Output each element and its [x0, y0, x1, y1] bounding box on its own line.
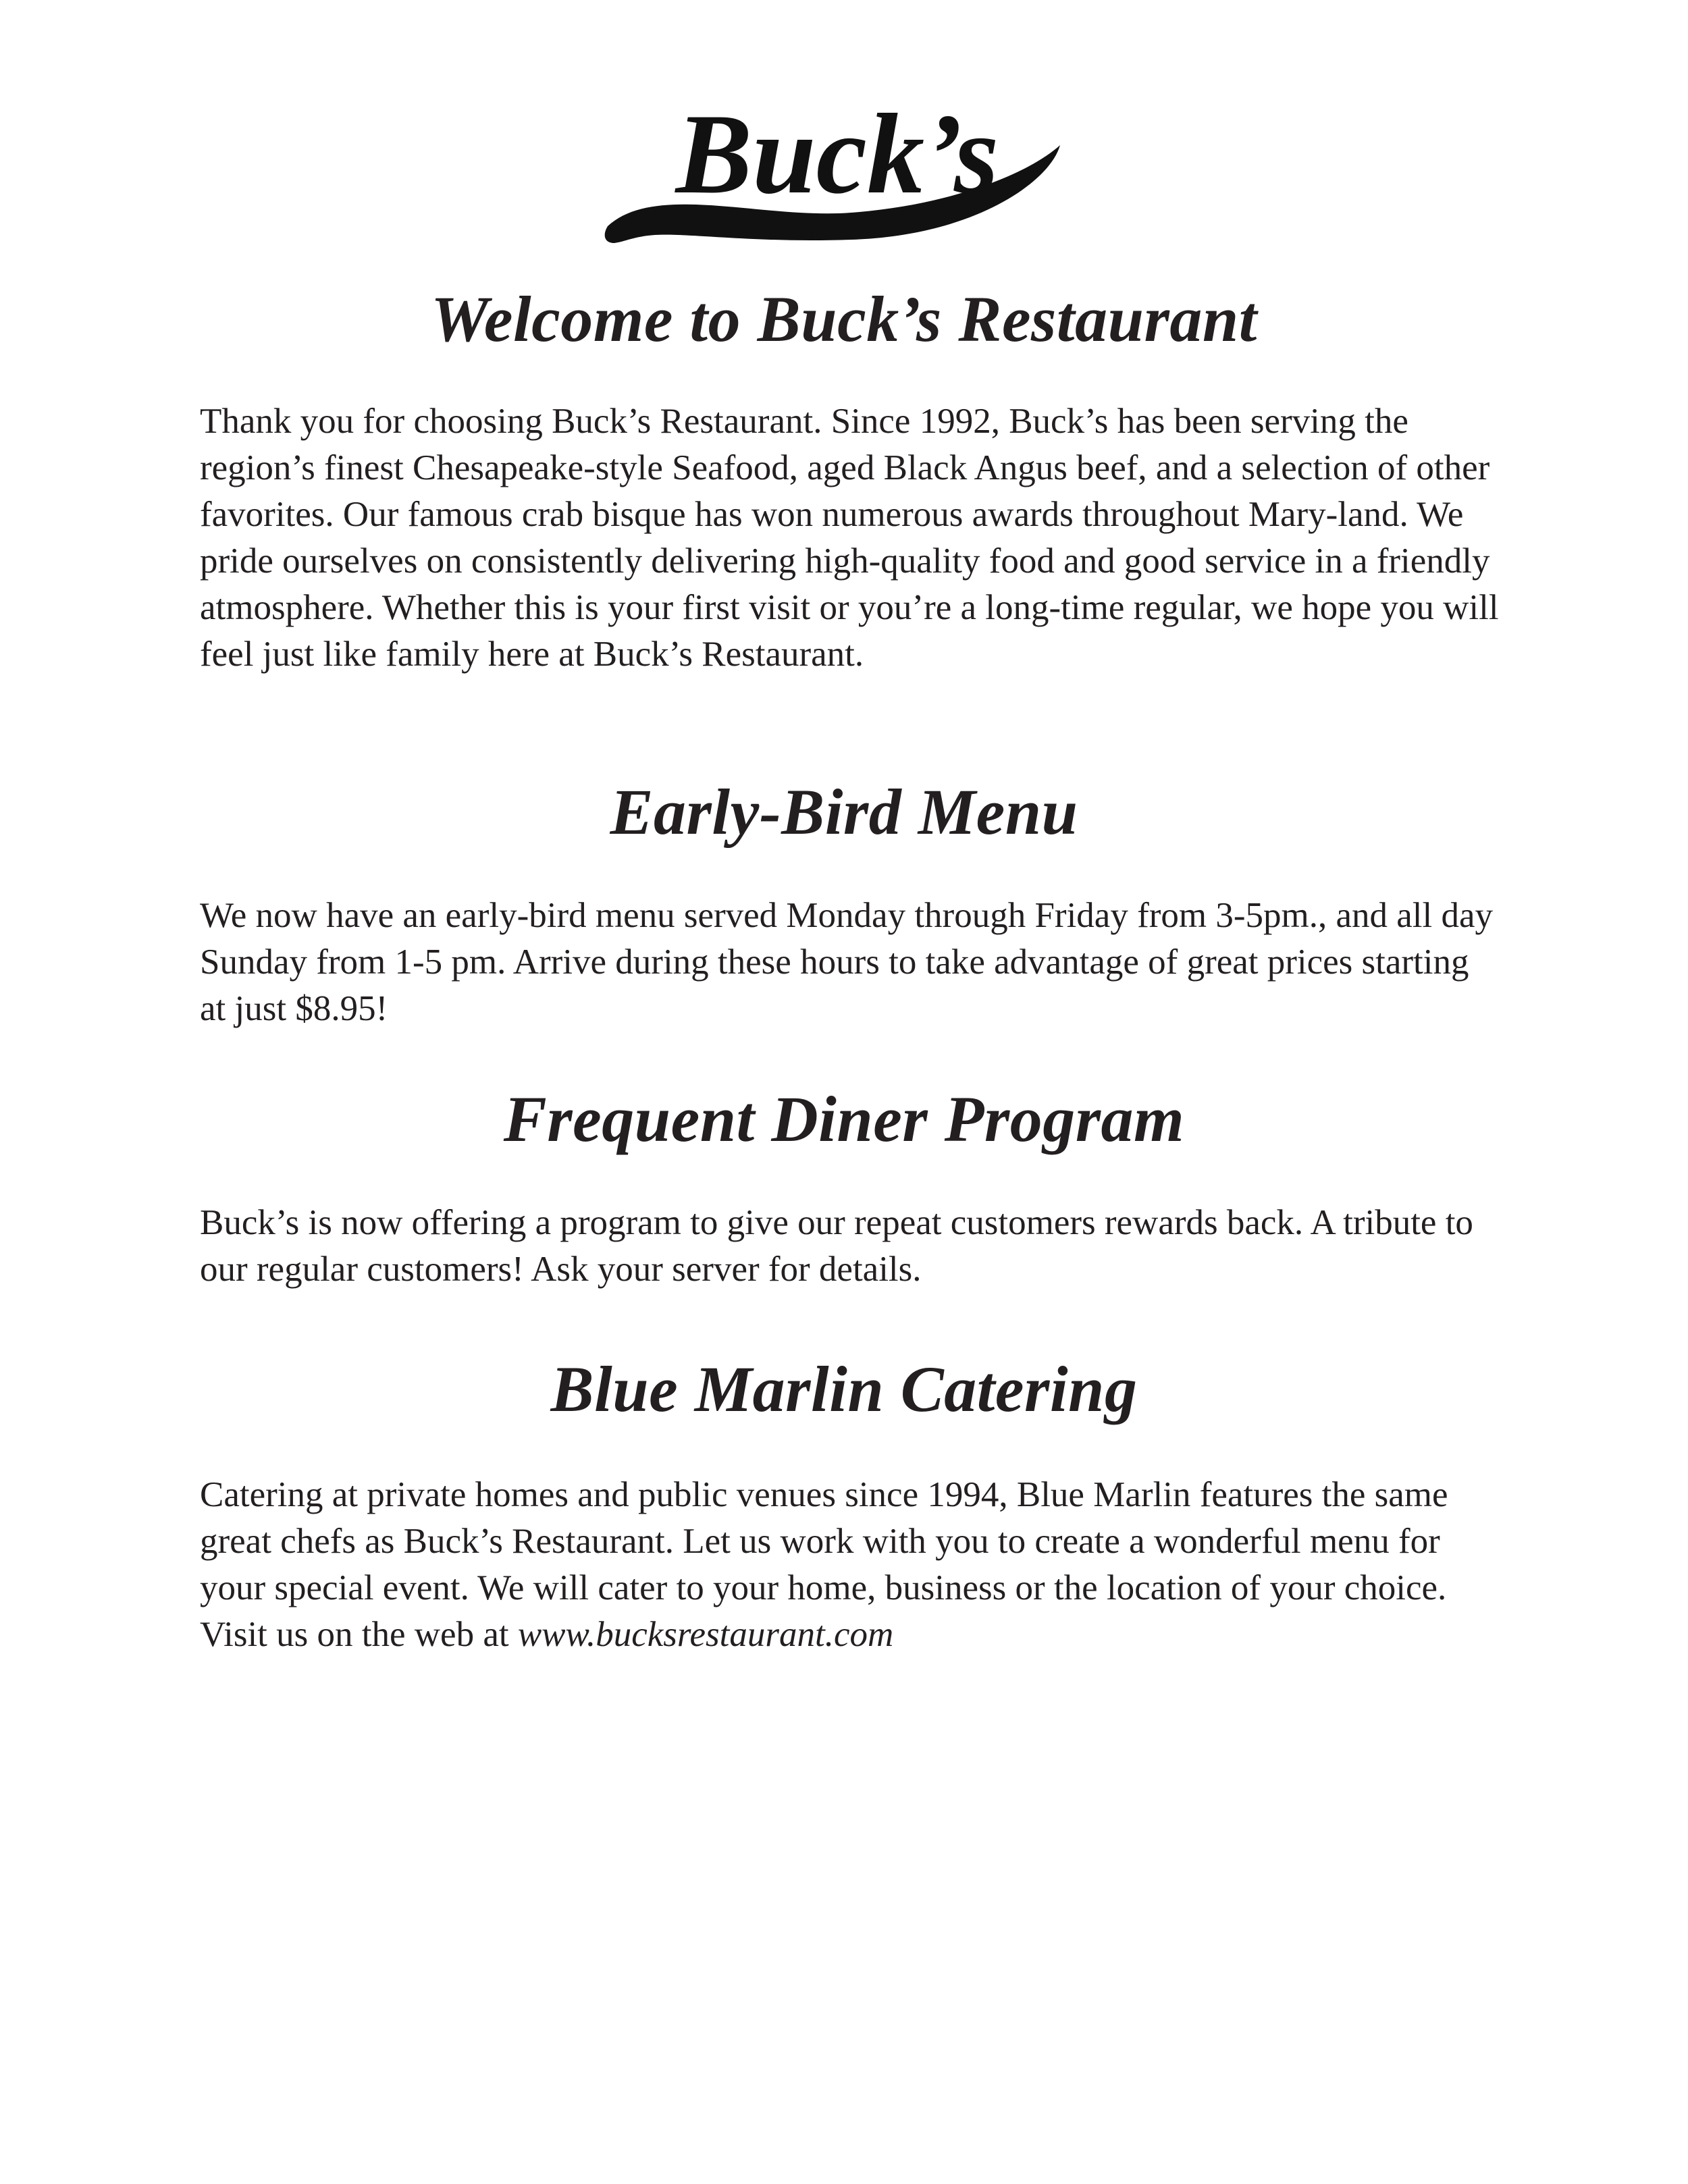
early-bird-paragraph: We now have an early-bird menu served Monday through Friday from 3-5pm., and all day Sunday from 1-5 pm. Arrive during these hours to take advantage of great prices starting at just $8.95! — [200, 896, 1493, 1028]
welcome-paragraph: Thank you for choosing Buck’s Restaurant. Since 1992, Buck’s has been serving the region’s finest Chesapeake-style Seafood, aged Black Angus beef, and a selection of other favorites. Our famous crab bisque has won numerous awards throughout Mary-land. We pride ourselves on consistently delivering high-quality food and good service in a friendly atmosphere. Whether this is your first visit or you’re a long-time regular, we hope you will feel just like family here at Buck’s Restaurant. — [200, 402, 1499, 674]
catering-paragraph — [200, 1472, 1503, 1658]
website-link[interactable]: www.bucksrestaurant.com — [517, 1615, 894, 1654]
welcome-heading: Welcome to Buck’s Restaurant — [431, 283, 1257, 355]
bucks-logo — [594, 81, 1080, 257]
bucks-logo-graphic — [594, 81, 1080, 257]
frequent-diner-paragraph: Buck’s is now offering a program to give our repeat customers rewards back. A tribute to our regular customers! Ask your server for details. — [200, 1203, 1473, 1289]
catering-heading: Blue Marlin Catering — [550, 1353, 1138, 1425]
frequent-diner-heading: Frequent Diner Program — [503, 1083, 1185, 1155]
logo-wordmark: Buck’s — [675, 90, 999, 217]
early-bird-heading: Early-Bird Menu — [610, 776, 1078, 848]
catering-paragraph-text: Catering at private homes and public venues since 1994, Blue Marlin features the same great chefs as Buck’s Restaurant. Let us work with you to create a wonderful menu for your special event. We will cater to your home, business or the location of your choice. Visit us on the web at — [200, 1475, 1448, 1654]
